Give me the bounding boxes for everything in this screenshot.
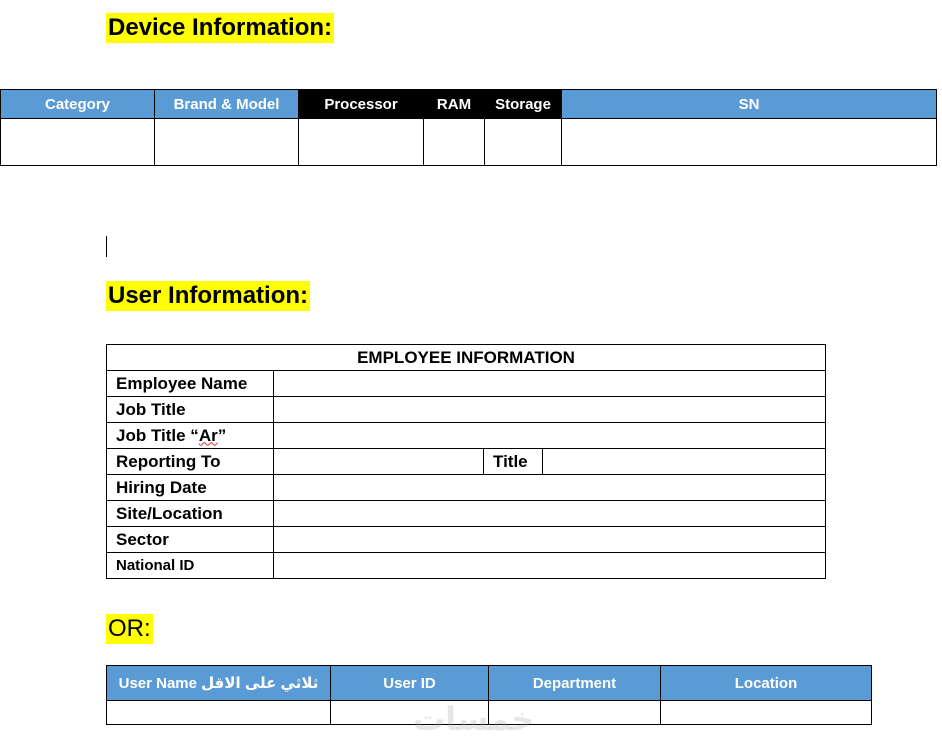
department-column-header: Department <box>489 666 661 701</box>
national-id-field[interactable] <box>274 553 826 579</box>
table-row <box>107 553 826 579</box>
user-table-header-row <box>107 666 872 701</box>
category-cell[interactable] <box>1 119 155 166</box>
employee-name-label: Employee Name <box>107 371 274 397</box>
user-id-cell[interactable] <box>331 701 489 725</box>
table-row <box>107 449 826 475</box>
processor-cell[interactable] <box>299 119 424 166</box>
job-title-ar-field[interactable] <box>274 423 826 449</box>
reporting-to-field[interactable] <box>274 449 484 475</box>
user-alternative-table <box>106 665 872 725</box>
title-label: Title <box>484 449 543 475</box>
title-field[interactable] <box>543 449 826 475</box>
national-id-label: National ID <box>107 553 274 579</box>
user-name-cell[interactable] <box>107 701 331 725</box>
location-cell[interactable] <box>661 701 872 725</box>
watermark: خمسات <box>413 701 535 737</box>
sector-field[interactable] <box>274 527 826 553</box>
employee-name-field[interactable] <box>274 371 826 397</box>
sn-column-header: SN <box>562 90 937 119</box>
spellcheck-underline: Ar <box>198 425 218 445</box>
ram-column-header: RAM <box>424 90 485 119</box>
ram-cell[interactable] <box>424 119 485 166</box>
hiring-date-field[interactable] <box>274 475 826 501</box>
user-information-heading: User Information: <box>108 282 309 309</box>
sn-cell[interactable] <box>562 119 937 166</box>
reporting-to-label: Reporting To <box>107 449 274 475</box>
job-title-label: Job Title <box>107 397 274 423</box>
table-row <box>107 371 826 397</box>
category-column-header: Category <box>1 90 155 119</box>
table-row <box>107 423 826 449</box>
user-table-row <box>107 701 872 725</box>
table-row <box>107 475 826 501</box>
job-title-field[interactable] <box>274 397 826 423</box>
brand-model-cell[interactable] <box>155 119 299 166</box>
processor-column-header: Processor <box>299 90 424 119</box>
table-row <box>107 397 826 423</box>
device-information-heading: Device Information: <box>108 14 333 41</box>
storage-cell[interactable] <box>485 119 562 166</box>
user-name-column-header: User Name ثلاثي على الاقل <box>107 666 331 701</box>
employee-information-table <box>106 344 826 579</box>
department-cell[interactable] <box>489 701 661 725</box>
or-heading: OR: <box>108 615 151 642</box>
table-row <box>107 527 826 553</box>
device-table-row <box>1 119 937 166</box>
user-id-column-header: User ID <box>331 666 489 701</box>
text-cursor <box>106 236 107 257</box>
storage-column-header: Storage <box>485 90 562 119</box>
job-title-ar-label: Job Title “Ar” <box>107 423 274 449</box>
location-column-header: Location <box>661 666 872 701</box>
table-row <box>107 501 826 527</box>
hiring-date-label: Hiring Date <box>107 475 274 501</box>
sector-label: Sector <box>107 527 274 553</box>
employee-information-header: EMPLOYEE INFORMATION <box>107 345 826 371</box>
device-information-table <box>0 89 937 166</box>
brand-model-column-header: Brand & Model <box>155 90 299 119</box>
site-location-field[interactable] <box>274 501 826 527</box>
site-location-label: Site/Location <box>107 501 274 527</box>
employee-table-header-row <box>107 345 826 371</box>
device-table-header-row <box>1 90 937 119</box>
